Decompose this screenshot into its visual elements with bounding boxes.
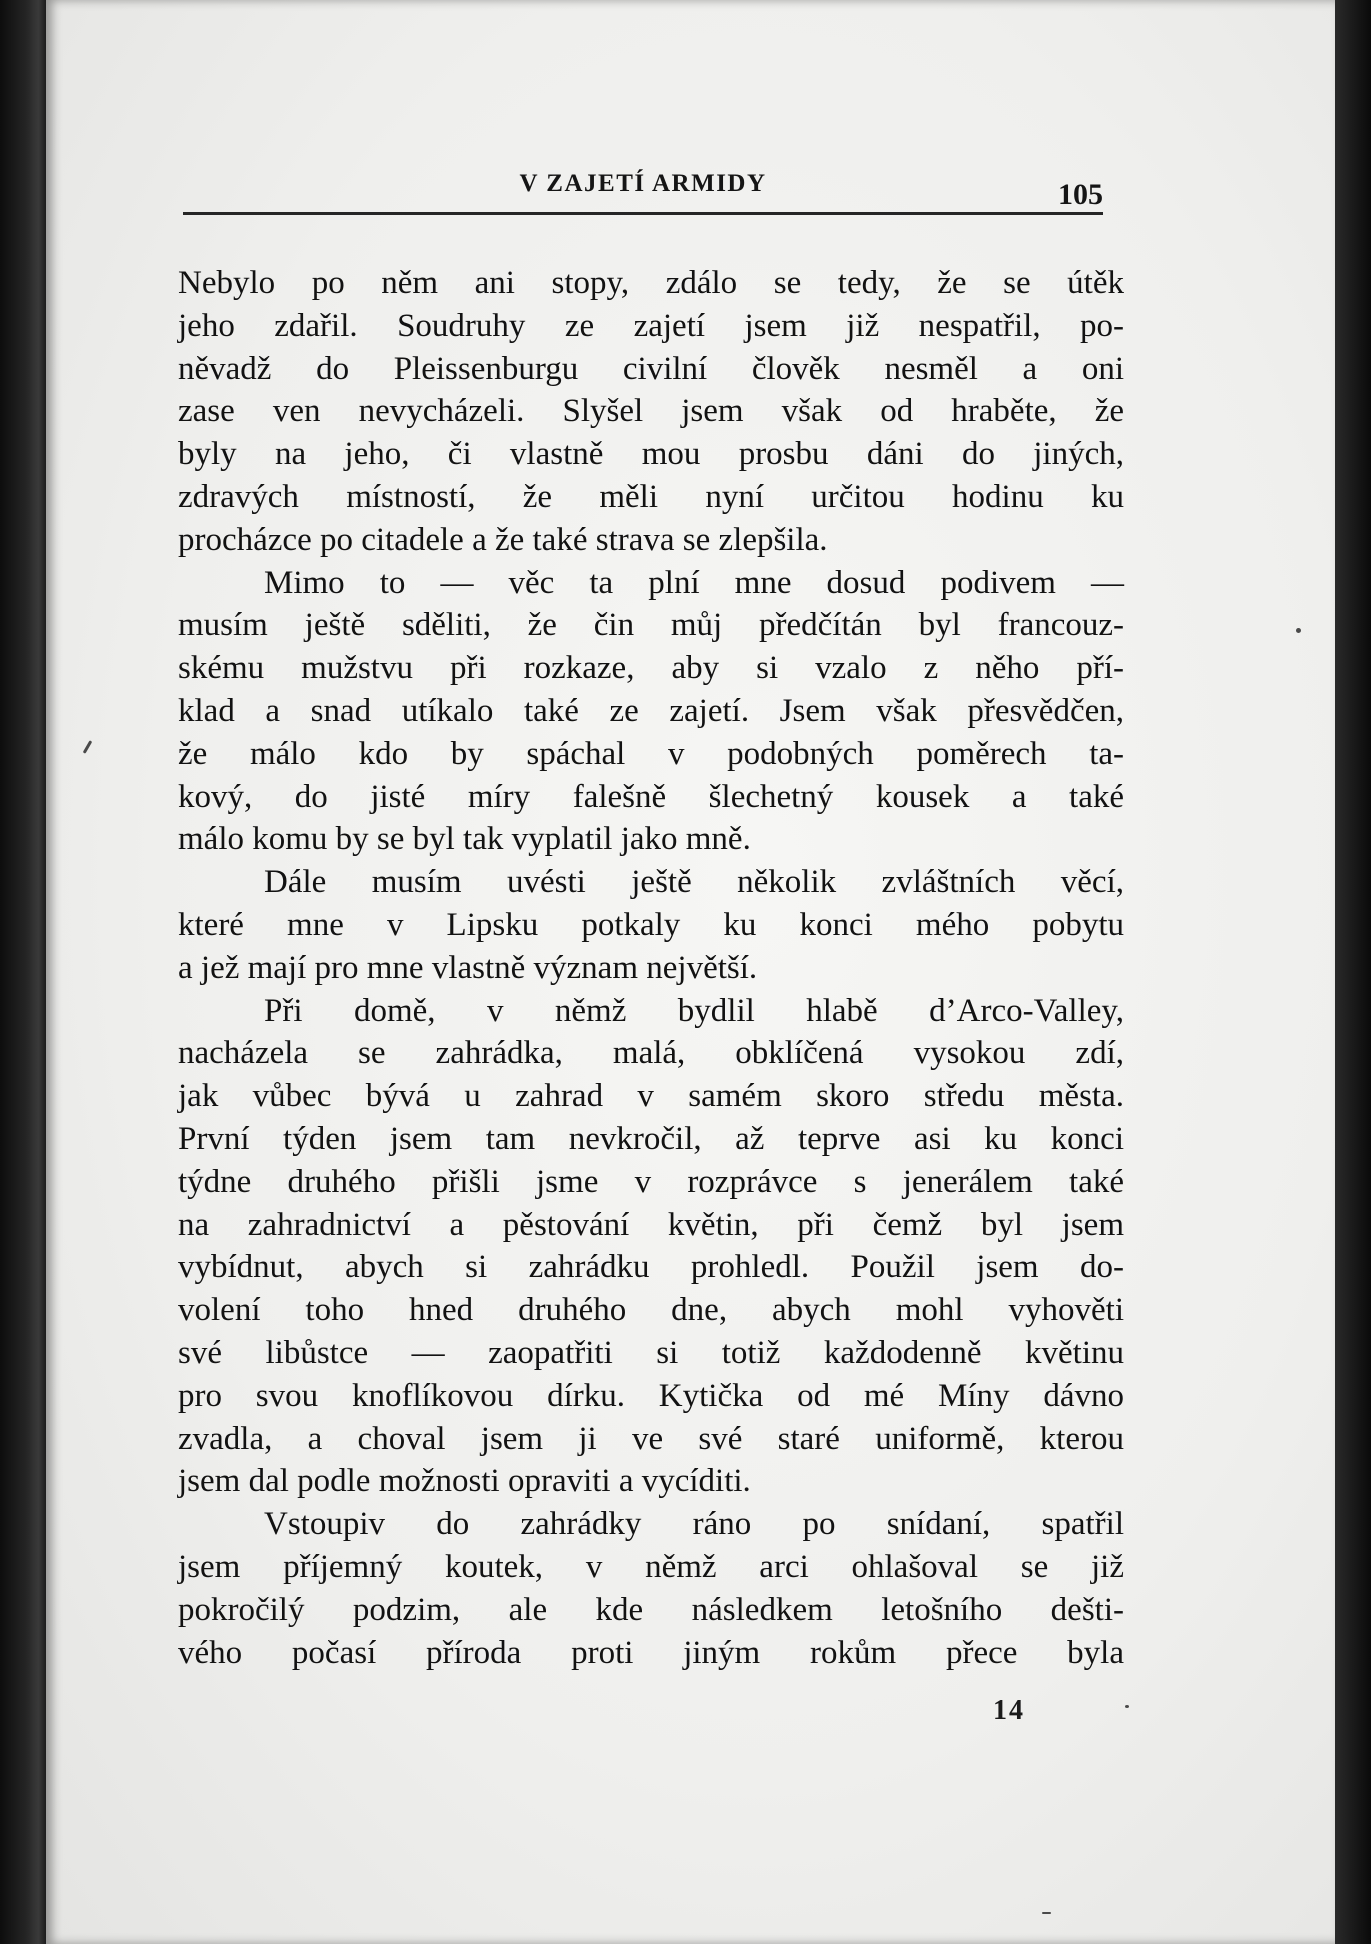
text-line: zdravých místností, že měli nyní určitou hodinu ku: [178, 478, 1124, 515]
text-line: skému mužstvu při rozkaze, aby si vzalo z něho pří-: [178, 650, 1124, 687]
text-line: že málo kdo by spáchal v podobných poměrech ta-: [178, 735, 1124, 772]
text-line: klad a snad utíkalo také ze zajetí. Jsem však přesvědčen,: [178, 692, 1124, 729]
text-line: na zahradnictví a pěstování květin, při čemž byl jsem: [178, 1206, 1124, 1243]
paper-speck: [1042, 1912, 1051, 1914]
text-line: málo komu by se byl tak vyplatil jako mně.: [178, 821, 751, 858]
book-page-edge: [1335, 0, 1371, 1944]
signature-mark: 14: [993, 1695, 1025, 1726]
text-line: Dále musím uvésti ještě několik zvláštních věcí,: [264, 864, 1124, 901]
body-text: [178, 262, 1124, 1674]
text-line: vybídnut, abych si zahrádku prohledl. Použil jsem do-: [178, 1249, 1124, 1286]
text-line: pro svou knoflíkovou dírku. Kytička od mé Míny dávno: [178, 1377, 1124, 1414]
book-spine-edge: [0, 0, 48, 1944]
text-line: jak vůbec bývá u zahrad v samém skoro středu města.: [178, 1078, 1124, 1115]
text-line: První týden jsem tam nevkročil, až teprve asi ku konci: [178, 1120, 1124, 1157]
text-line: jeho zdařil. Soudruhy ze zajetí jsem již nespatřil, po-: [178, 307, 1124, 344]
text-line: jsem příjemný koutek, v němž arci ohlašoval se již: [178, 1548, 1124, 1585]
text-line: Vstoupiv do zahrádky ráno po snídaní, spatřil: [264, 1506, 1124, 1543]
text-line: procházce po citadele a že také strava se zlepšila.: [178, 521, 828, 558]
paper-speck: [1296, 628, 1301, 633]
text-line: jsem dal podle možnosti opraviti a vycíditi.: [178, 1463, 751, 1500]
running-head-title: V ZAJETÍ ARMIDY: [519, 170, 767, 197]
text-line: vého počasí příroda proti jiným rokům přece byla: [178, 1634, 1124, 1671]
text-line: volení toho hned druhého dne, abych mohl vyhověti: [178, 1292, 1124, 1329]
running-head: [183, 168, 1103, 216]
text-line: Při domě, v němž bydlil hlabě d’Arco-Valley,: [264, 992, 1124, 1029]
text-line: zase ven nevycházeli. Slyšel jsem však od hraběte, že: [178, 393, 1124, 430]
text-line: něvadž do Pleissenburgu civilní člověk nesměl a oni: [178, 350, 1124, 387]
text-line: zvadla, a choval jsem ji ve své staré uniformě, kterou: [178, 1420, 1124, 1457]
text-line: nacházela se zahrádka, malá, obklíčená vysokou zdí,: [178, 1035, 1124, 1072]
text-line: Mimo to — věc ta plní mne dosud podivem —: [264, 564, 1124, 601]
text-line: musím ještě sděliti, že čin můj předčítán byl francouz-: [178, 607, 1124, 644]
text-line: pokročilý podzim, ale kde následkem letošního dešti-: [178, 1591, 1124, 1628]
text-line: byly na jeho, či vlastně mou prosbu dáni do jiných,: [178, 436, 1124, 473]
page-number: 105: [1058, 178, 1103, 211]
text-line: a jež mají pro mne vlastně význam největší.: [178, 949, 758, 986]
text-line: týdne druhého přišli jsme v rozprávce s jenerálem také: [178, 1163, 1124, 1200]
text-line: Nebylo po něm ani stopy, zdálo se tedy, že se útěk: [178, 265, 1124, 301]
text-line: své libůstce — zaopatřiti si totiž každodenně květinu: [178, 1334, 1124, 1371]
paper-speck: [1125, 1705, 1129, 1708]
text-line: které mne v Lipsku potkaly ku konci mého pobytu: [178, 906, 1124, 943]
text-line: kový, do jisté míry falešně šlechetný kousek a také: [178, 778, 1124, 815]
header-rule: [183, 212, 1103, 215]
